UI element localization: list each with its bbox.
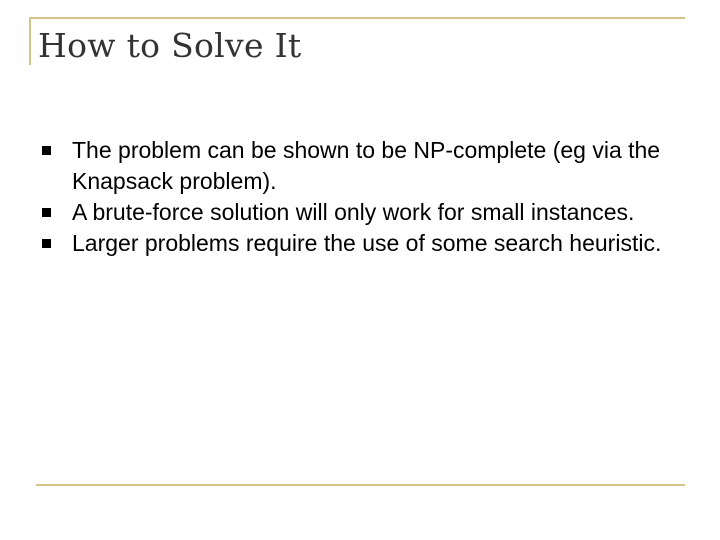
bullet-text: The problem can be shown to be NP-complete (eg via the Knapsack problem). (72, 137, 661, 194)
square-bullet-icon (42, 146, 51, 155)
bottom-rule-divider (36, 484, 685, 486)
bullet-list (40, 135, 680, 259)
slide-title: How to Solve It (38, 26, 302, 65)
square-bullet-icon (42, 239, 51, 248)
bullet-text: A brute-force solution will only work for small instances. (72, 199, 635, 225)
top-rule-vertical-divider (29, 17, 31, 65)
square-bullet-icon (42, 208, 51, 217)
bullet-text: Larger problems require the use of some search heuristic. (72, 230, 662, 256)
bullet-item (40, 228, 680, 259)
bullet-item (40, 135, 680, 197)
top-rule-divider (29, 17, 685, 19)
bullet-item (40, 197, 680, 228)
